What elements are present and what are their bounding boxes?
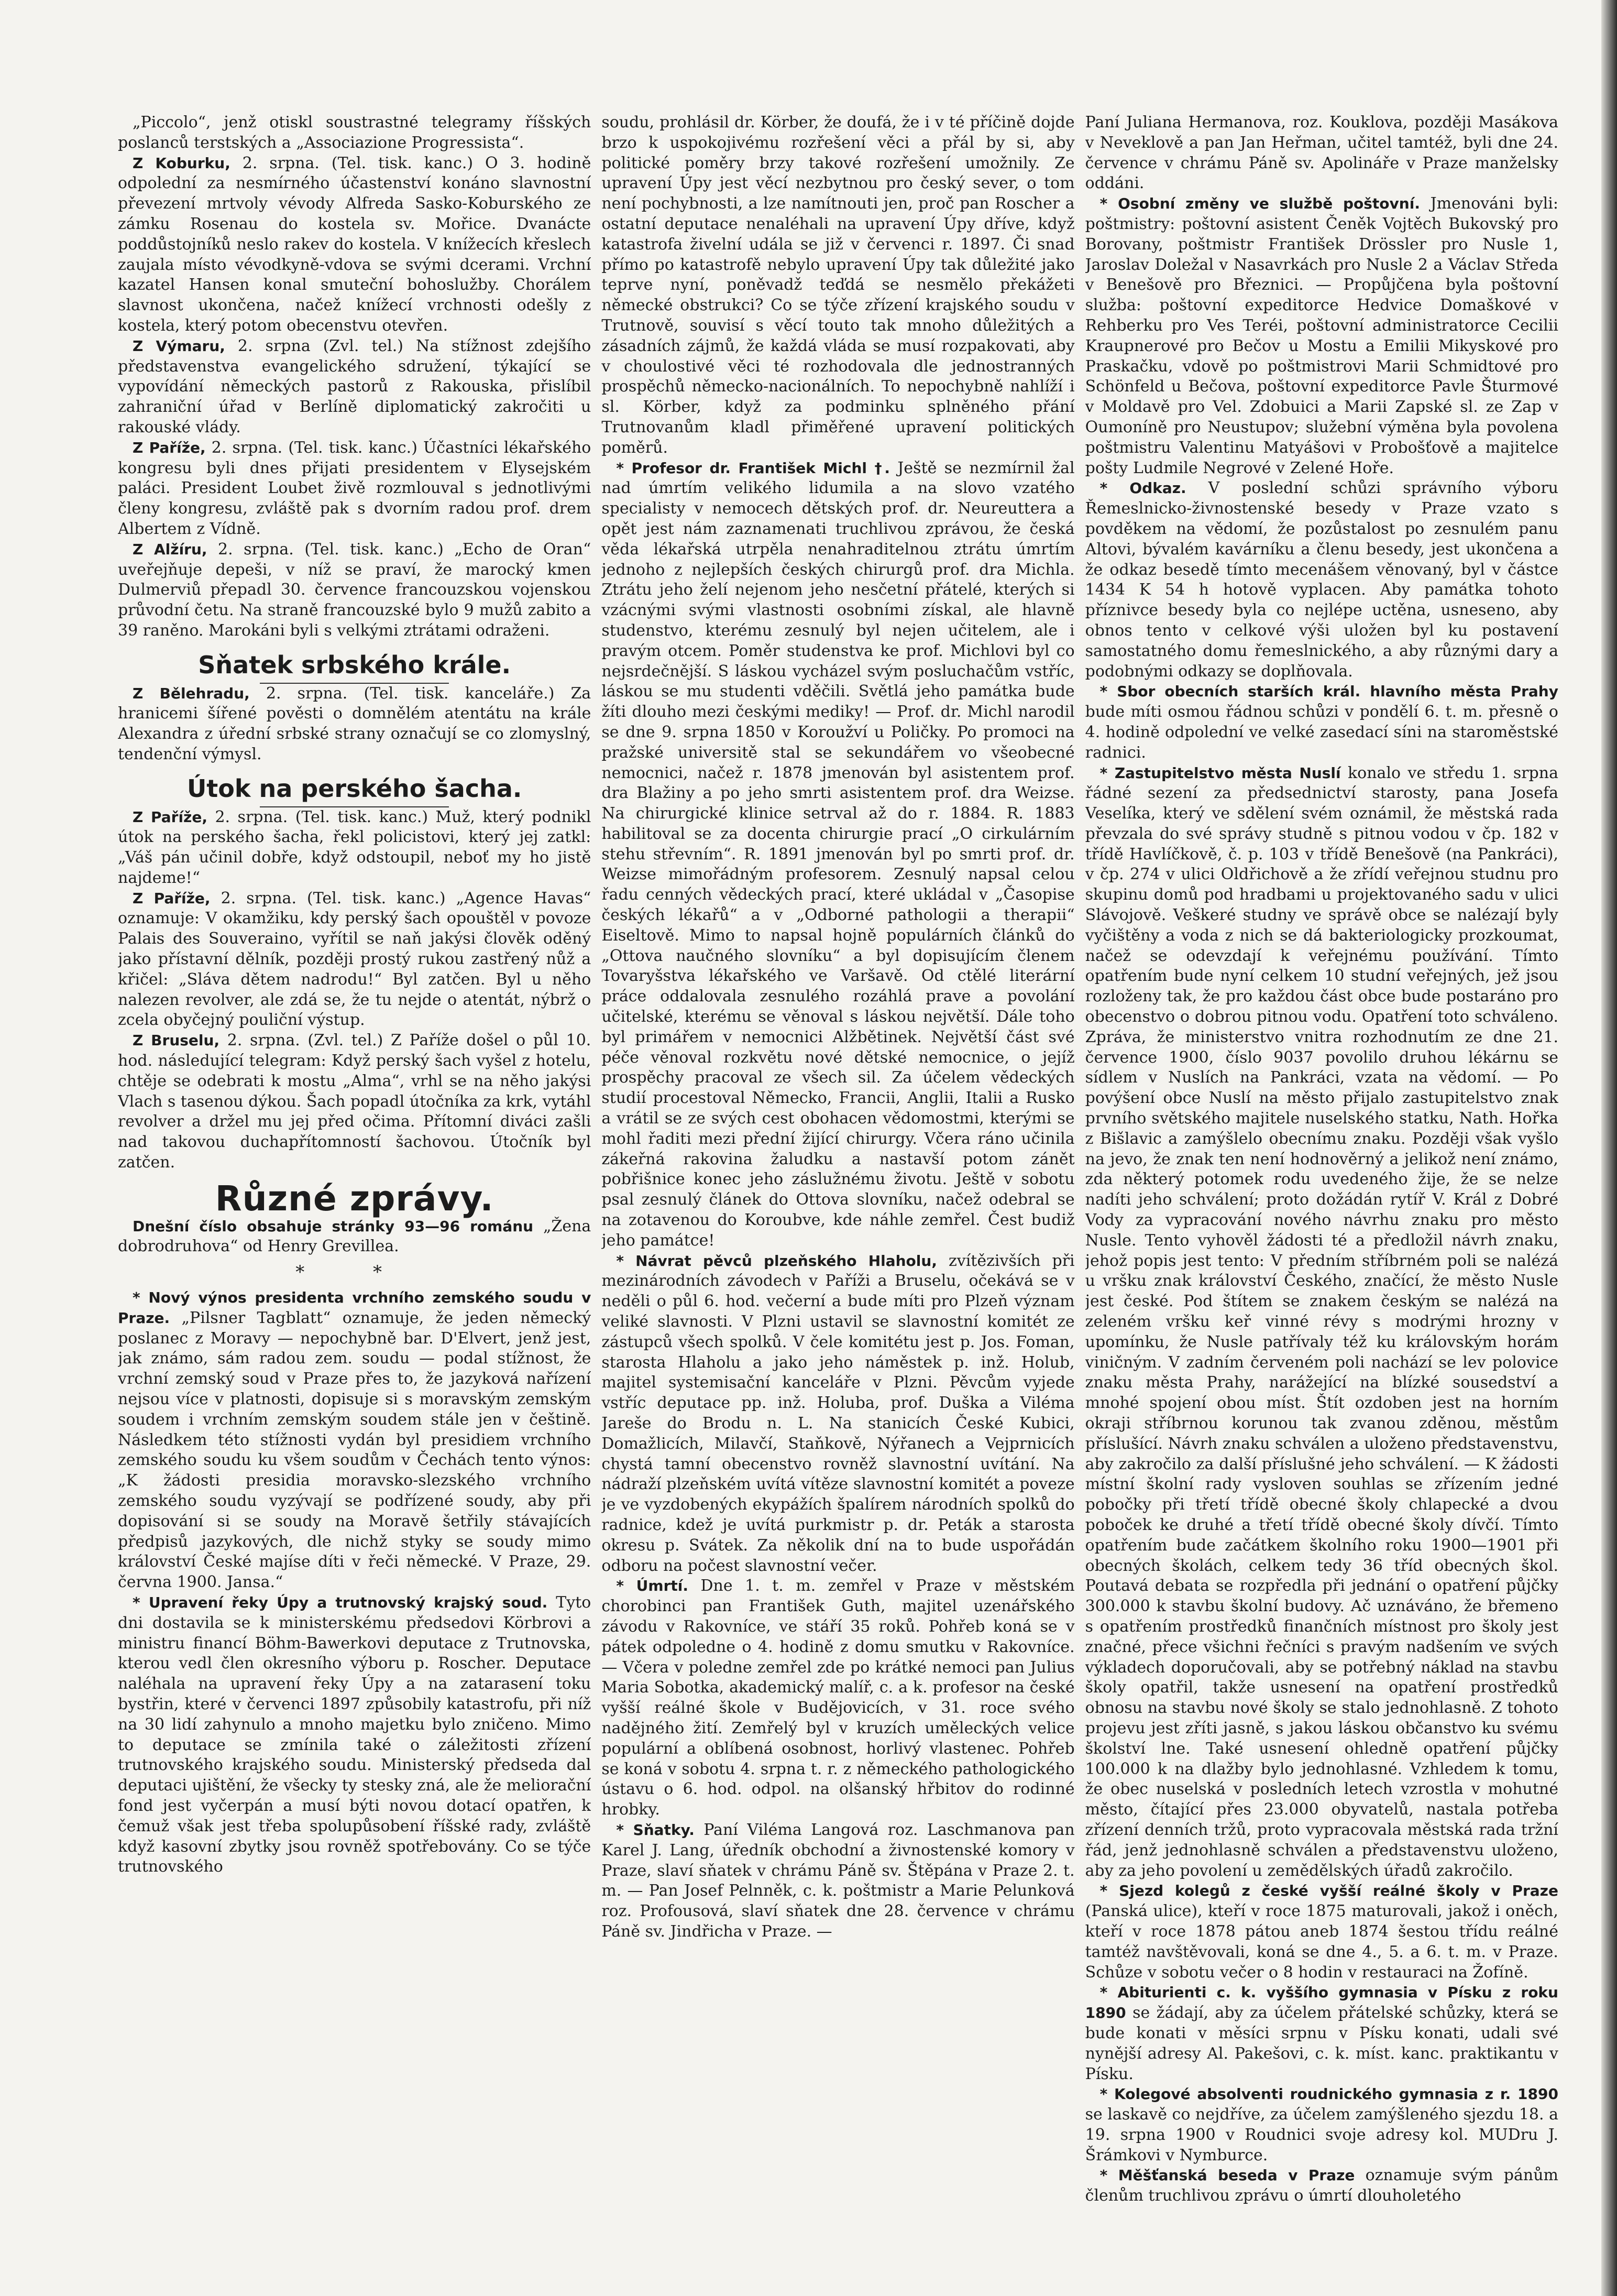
article-lead: Z Paříže, bbox=[133, 889, 211, 907]
article-paragraph bbox=[601, 113, 1074, 458]
article-paragraph bbox=[118, 684, 591, 765]
section-heading: Sňatek srbského krále. bbox=[198, 650, 511, 679]
article-lead: * Sbor obecních starších král. hlavního města Prahy bbox=[1099, 683, 1558, 701]
article-text: bude míti osmou řádnou schůzi v pondělí 6. t. m. přesně o 4. hodině odpolední ve velké zasedací síni na staroměstské radnici. bbox=[1085, 703, 1558, 762]
article-text: Paní Viléma Langová roz. Laschmanova pan Karel J. Lang, úředník obchodní a živnostenské komory v Praze, slaví sňatek v chrámu Páně sv. Štěpána v Praze 2. t. m. — Pan Josef Pelnněk, c. k. poštmistr a Marie Pelunková roz. Profousová, slaví sňatek dne 28. července v chrámu Páně sv. Jindřicha v Praze. — bbox=[601, 1820, 1075, 1941]
article-lead: Z Bělehradu, bbox=[133, 684, 250, 702]
article-paragraph bbox=[118, 1288, 591, 1593]
article-lead: Z Paříže, bbox=[133, 808, 207, 826]
article-lead: Z Alžíru, bbox=[133, 540, 207, 558]
article-lead: Z Koburku, bbox=[133, 154, 230, 172]
article-lead: * Kolegové absolventi roudnického gymnasia z r. 1890 bbox=[1099, 2085, 1558, 2103]
article-paragraph bbox=[118, 336, 591, 438]
section-heading: Různé zprávy. bbox=[215, 1178, 494, 1219]
article-text: „Žena dobrodruhova“ od Henry Grevillea. bbox=[118, 1217, 591, 1256]
article-paragraph bbox=[601, 1820, 1074, 1942]
article-text: „Pilsner Tagblatt“ oznamuje, že jeden německý poslanec z Moravy — nepochybně bar. D'Elvert, jenž jest, jak známo, sám radou zem. soudu — podal stížnost, že vrchní zemský soud v Praze přes to, že jazyková nařízení nejsou více v platnosti, dopisuje si s moravským zemským soudem i vrchním zemským soudem stále jen v češtině. Následkem této stížnosti vydán byl presidiem vrchního zemského soudu ku všem soudům v Čechách tento výnos: „K žádosti presidia moravsko-slezského vrchního zemského soudu vyzývají se podřízené soudy, aby při dopisování si se soudy na Moravě šetřily stávajících předpisů jazykových, dle nichž styky se soudy mimo království České majíse díti v řeči německé. V Praze, 29. června 1900. Jansa.“ bbox=[118, 1308, 591, 1592]
article-paragraph bbox=[1085, 1983, 1558, 2084]
article-text: Ještě se nezmírnil žal nad úmrtím velikého lidumila a na slovo vzatého specialisty v nemocech dětských prof. dr. Neureuttera a opět jest nám zaznamenati truchlivou zprávou, že česká věda lékařská utrpěla nenahraditelnou ztrátu úmrtím jednoho z nejlepších českých chirurgů prof. dra Michla. Ztrátu jeho želí nejenom jeho nesčetní přátelé, kterých si vzácnými svými vlastnosti osobními získal, ale hlavně studenstvo, kterému zesnulý byl nejen učitelem, ale i pravým otcem. Poměr studenstva ke prof. Michlovi byl co nejsrdečnější. S láskou vycházel svým posluchačům vstříc, láskou se mu studenti vděčili. Světlá jeho památka bude žíti dlouho mezi českými mediky! — Prof. dr. Michl narodil se dne 9. srpna 1850 v Koroužví u Poličky. Po promoci na pražské universitě stal se sekundářem vo všeobecné nemocnici, načež r. 1878 jmenován byl asistentem prof. dra Blažiny a po jeho smrti asistentem prof. dra Weizse. Na chirurgické klinice setrval až do r. 1884. R. 1883 habilitoval se za docenta chirurgie prací „O cirkulárním stehu střevním“. R. 1891 jmenován byl po smrti prof. dr. Weizse mimořádným profesorem. Zesnulý napsal celou řadu cenných vědeckých prací, které ukládal v „Časopise českých lékařů“ a v „Odborné pathologii a therapii“ Eiseltově. Mimo to napsal hojně populárních článků do „Ottova naučného slovníku“ a byl dopisujícím členem Tovaryšstva lékařského ve Varšavě. Od ctělé literární práce oddalovala zesnulého rozáhlá prave a povolání učitelské, kterému se věnoval s láskou největší. Dále toho byl primářem v nemocnici Alžbětinek. Největší část své péče věnoval rozkvětu nové dětské nemocnice, o jejíž prospěchy pracoval ze všech sil. Za účelem vědeckých studií procestoval Německo, Francii, Anglii, Italii a Rusko a vrátil se ze svých cest obohacen vědomostmi, kterými se mohl řaditi mezi přední žijící chirurgy. Včera ráno učinila zákeřná rakovina žaludku a nastavší potom zánět pobřišnice konec jeho záslužnému životu. Ještě v sobotu psal zesnulý článek do Ottova slovníku, načež odebral se na zotavenou do Koroubve, kde náhle zemřel. Čest budiž jeho památce! bbox=[601, 458, 1075, 1250]
article-text: 2. srpna. (Tel. tisk. kanc.) Muž, který podnikl útok na perského šacha, řekl policistovi, který jej zatkl: „Váš pán učinil dobře, když odstoupil, neboť my ho jistě najdeme!“ bbox=[118, 807, 591, 887]
article-paragraph bbox=[1085, 194, 1558, 478]
article-paragraph bbox=[1085, 1881, 1558, 1983]
article-lead: * Úmrtí. bbox=[616, 1577, 689, 1595]
page-edge-shadow bbox=[1601, 0, 1617, 2296]
article-paragraph bbox=[118, 807, 591, 889]
article-text: 2. srpna. (Tel. tisk. kanceláře.) Za hranicemi šířené pověsti o domnělém atentátu na krále Alexandra z úřední srbské strany označují se co zlomyslný, tendenční výmysl. bbox=[118, 684, 591, 763]
article-text: (Panská ulice), kteří v roce 1875 maturovali, jakož i oněch, kteří v roce 1878 pátou aneb 1874 šestou třídu reálné tamtéž navštěvovali, koná se dne 4., 5. a 6. t. m. v Praze. Schůze v sobotu večer o 8 hodin v restauraci na Žofíně. bbox=[1085, 1902, 1558, 1982]
article-lead: * Upravení řeky Úpy a trutnovský krajský soud. bbox=[133, 1593, 548, 1611]
article-text: 2. srpna. (Tel. tisk. kanc.) „Echo de Oran“ uveřejňuje depeši, v níž se praví, že marocký kmen Dulmerviů přepadl 30. července francouzskou vojenskou průvodní četu. Na straně francouzské bylo 9 mužů zabito a 39 raněno. Marokáni byli s velkými ztrátami odraženi. bbox=[118, 540, 591, 640]
article-paragraph bbox=[118, 438, 591, 540]
article-lead: * Zastupitelstvo města Nuslí bbox=[1099, 764, 1341, 782]
section-heading: Útok na perského šacha. bbox=[186, 774, 522, 803]
article-lead: Z Paříže, bbox=[133, 439, 206, 456]
article-text: 2. srpna. (Tel. tisk. kanc.) „Agence Havas“ oznamuje: V okamžiku, kdy perský šach opouštěl v povoze Palais des Souveraino, vyřítil se naň jakýsi člověk oděný jako přístavní dělník, později prostý rukou zastřený nůž a křičel: „Sláva dětem nadrodu!“ Byl zatčen. Byl u něho nalezen revolver, ale zdá se, že tu nejde o atentát, nýbrž o zcela obyčejný pouliční výstup. bbox=[118, 889, 591, 1030]
article-paragraph bbox=[118, 1031, 591, 1173]
article-text: Paní Juliana Hermanova, roz. Kouklova, později Masákova v Neveklově a pan Jan Heřman, učitel tamtéž, byli dne 24. července v chrámu Páně sv. Apolináře v Praze manželsky oddáni. bbox=[1085, 113, 1558, 193]
article-paragraph bbox=[118, 540, 591, 641]
column-3 bbox=[1085, 113, 1558, 2250]
article-text: 2. srpna (Zvl. tel.) Na stížnost zdejšího představenstva evangelického sdružení, týkající se vypovídání německých pastorů z Rakouska, přislíbil zahraniční úřad v Berlíně diplomatický zakročiti u rakouské vlády. bbox=[118, 336, 591, 436]
article-lead: * Nový výnos presidenta vrchního zemského soudu v Praze. bbox=[118, 1289, 591, 1327]
article-paragraph bbox=[1085, 113, 1558, 194]
article-lead: Z Bruselu, bbox=[133, 1032, 220, 1049]
article-text: 2. srpna. (Zvl. tel.) Z Paříže došel o půl 10. hod. následující telegram: Když perský šach vyšel z hotelu, chtěje se odebrati k mostu „Alma“, vrhl se na něho jakýsi Vlach s tasenou dýkou. Šach popadl útočníka za krk, vytáhl revolver a držel mu jej před očima. Přítomní diváci zašli nad takovou duchapřítomností šachovou. Útočník byl zatčen. bbox=[118, 1031, 591, 1172]
separator-stars: * * bbox=[295, 1262, 414, 1283]
article-text: se laskavě co nejdříve, za účelem zamýšleného sjezdu 18. a 19. srpna 1900 v Roudnici svoje adresy kol. MUDru J. Šrámkovi v Nymburce. bbox=[1085, 2105, 1558, 2164]
article-lead: * Odkaz. bbox=[1099, 479, 1186, 497]
article-lead: Dnešní číslo obsahuje stránky 93—96 románu bbox=[133, 1217, 534, 1235]
article-text: zvítězivších při mezinárodních závodech v Paříži a Bruselu, očekává se v neděli o půl 6. hod. večerní a bude míti pro Plzeň význam veliké slavnosti. V Plzni ustavil se slavnostní komitét ze zástupců všech spolků. V čele komitétu jest p. Jos. Foman, starosta Hlaholu a jako jeho náměstek p. inž. Holub, majitel systemisační kanceláře v Plzni. Pěvcům vyjede vstříc deputace pp. inž. Holuba, prof. Duška a Viléma Jareše do Brodu n. L. Na stanicích České Kubici, Domažlicích, Milavčí, Staňkově, Nýřanech a Vejprnicích chystá tamní obecenstvo rovněž slavnostní uvítání. Na nádraží plzeňském uvítá vítěze slavnostní komitét a poveze je ve vyzdobených ekypážích špalírem národních spolků do radnice, kdež je uvítá purkmistr p. dr. Peták a starosta okresu p. Svátek. Za několik dní na to bude uspořádán odboru na počest slavnostní večer. bbox=[601, 1251, 1075, 1575]
article-text: Tyto dni dostavila se k ministerskému předsedovi Körbrovi a ministru financí Böhm-Bawerkovi deputace z Trutnovska, kterou vedl člen okresního výboru p. Roscher. Deputace naléhala na upravení řeky Úpy a na zatarasení toku bystřin, které v červenci 1897 způsobily katastrofu, při níž na 30 lidí zahynulo a mnoho majetku bylo zničeno. Mimo to deputace se zmínila také o záležitosti zřízení trutnovského krajského soudu. Ministerský předseda dal deputaci ujištění, že všecky ty stesky zná, ale že meliorační fond jest vyčerpán a musí býti novou dotací opatřen, k čemuž však jest třeba spolupůsobení říšské rady, zvláště když kasovní zbytky jsou rovněž spotřebovány. Co se týče trutnovského bbox=[118, 1593, 591, 1876]
article-text: Jmenováni byli: poštmistry: poštovní asistent Čeněk Vojtěch Bukovský pro Borovany, poštmistr František Drössler pro Nusle 1, Jaroslav Doležal v Nasavrkách pro Nusle 2 a Václav Středa v Benešově pro Březnici. — Propůjčena byla poštovní služba: poštovní expeditorce Hedvice Domaškové v Rehberku pro Ves Teréi, poštovní administratorce Cecilii Kraupnerové pro Bečov u Mostu a Emilii Mikyskové pro Praskačku, vdově po poštmistrovi Marii Schmidtové pro Schönfeld u Bečova, poštovní expeditorce Pavle Šturmové v Moldavě pro Vel. Zdobuici a Marii Zapské sl. ze Zap v Oumoníně pro Neustupov; služební výměna byla povolena poštmistru Valentinu Matyášovi v Probošťově a majitelce pošty Ludmile Negrové v Zelené Hoře. bbox=[1085, 194, 1558, 477]
article-lead: * Osobní změny ve službě poštovní. bbox=[1099, 195, 1420, 213]
article-paragraph bbox=[601, 1251, 1074, 1577]
article-text: 2. srpna. (Tel. tisk. kanc.) Účastníci lékařského kongresu byli dnes přijati presidentem v Elysejském paláci. President Loubet živě rozmlouval s jednotlivými členy kongresu, zvláště pak s dvorním radou prof. drem Albertem z Vídně. bbox=[118, 438, 591, 538]
column-layout bbox=[118, 113, 1558, 2250]
article-lead: * Sňatky. bbox=[616, 1821, 695, 1839]
article-paragraph bbox=[1085, 2084, 1558, 2166]
article-paragraph bbox=[118, 1217, 591, 1258]
article-text: V poslední schůzi správního výboru Řemeslnicko-živnostenské besedy v Praze vzato s povděkem na vědomí, že pozůstalost po zesnulém panu Altovi, bývalém kavárníku a členu besedy, jest ukončena a že odkaz besedě tímto mecenášem věnovaný, byl v částce 1434 K 54 h hotově vyplacen. Aby památka tohoto příznivce besedy byla co nejlépe uctěna, usneseno, aby obnos tento v celkové výši uložen byl ku postavení samostatného domu řemeslnického, a aby různými dary a podobnými odkazy se doplňovala. bbox=[1085, 479, 1558, 681]
article-text: oznamuje svým pánům členům truchlivou zprávu o úmrtí dlouholetého bbox=[1085, 2166, 1558, 2205]
article-lead: * Návrat pěvců plzeňského Hlaholu, bbox=[616, 1252, 937, 1270]
article-lead: * Měšťanská beseda v Praze bbox=[1099, 2167, 1355, 2184]
column-2 bbox=[601, 113, 1074, 2250]
column-1 bbox=[118, 113, 591, 2250]
article-paragraph bbox=[1085, 763, 1558, 1882]
article-text: „Piccolo“, jenž otiskl soustrastné telegramy říšských poslanců terstských a „Associazione Progressista“. bbox=[118, 113, 591, 152]
article-paragraph bbox=[118, 113, 591, 154]
article-paragraph bbox=[118, 154, 591, 336]
article-text: se žádají, aby za účelem přátelské schůzky, která se bude konati v měsíci srpnu v Písku konati, udali své nynější adresy Al. Pakešovi, c. k. míst. kanc. praktikantu v Písku. bbox=[1085, 2004, 1558, 2083]
article-text: 2. srpna. (Tel. tisk. kanc.) O 3. hodině odpolední za nesmírného účastenství konáno slavnostní převezení mrtvoly vévody Alfreda Sasko-Koburského ze zámku Rosenau do kostela sv. Mořice. Dvanácte poddůstojníků neslo rakev do kostela. V knížecích křeslech zaujala místo vévodkyně-vdova se svými dcerami. Vrchní kazatel Hansen konal smuteční bohoslužby. Chorálem slavnost ukončena, načež knížecí vrchnosti odešly z kostela, který potom obecenstvu otevřen. bbox=[118, 154, 591, 335]
article-text: soudu, prohlásil dr. Körber, že doufá, že i v té příčině dojde brzo k uspokojivému rozřešení věci a přál by si, aby politické poměry brzy takové rozřešení umožnily. Ze upravení Úpy jest věcí nezbytnou pro český sever, o tom není pochybnosti, a lze namítnouti jen, proč pan Roscher a ostatní deputace nenaléhali na upravení Úpy dříve, když katastrofa živelní udála se již v červenci r. 1897. Či snad přímo po katastrofě nebylo upravení Úpy tak důležité jako teprve nyní, poněvadž teďdá se nesmělo překážeti německé obstrukci? Co se týče zřízení krajského soudu v Trutnově, souvisí s věcí touto tak mnoho důležitých a zásadních zájmů, že každá vláda se musí rozpakovati, aby v choulostivé věci té rozhodovala dle jednostranných prospěchů německo-nacionálních. To nepochybně nahlíží i sl. Körber, když za podminku splněného přání Trutnovanům kladl přiměřené upravení politických poměrů. bbox=[601, 113, 1075, 457]
article-text: Dne 1. t. m. zemřel v Praze v městském chorobinci pan František Guth, majitel uzenářského závodu v Rakovníce, ve stáří 35 roků. Pohřeb koná se v pátek odpoledne o 4. hodině z domu smutku v Rakovníce. — Včera v poledne zemřel zde po krátké nemoci pan Julius Maria Sobotka, akademický malíř, c. a k. profesor na české vyšší reálné škole v Budějovicích, v 31. roce svého nadějného žití. Zemřelý byl v kruzích uměleckých velice populární a oblíbená osobnost, horlivý vlastenec. Pohřeb se koná v sobotu 4. srpna t. r. z německého pathologického ústavu o 6. hod. odpol. na olšanský hřbitov do rodinné hrobky. bbox=[601, 1577, 1075, 1819]
article-lead: * Profesor dr. František Michl †. bbox=[616, 459, 890, 477]
article-paragraph bbox=[118, 889, 591, 1031]
article-paragraph bbox=[601, 458, 1074, 1251]
article-paragraph bbox=[1085, 478, 1558, 682]
article-lead: * Abiturienti c. k. vyššího gymnasia v Písku z roku 1890 bbox=[1085, 1984, 1558, 2022]
article-paragraph bbox=[601, 1576, 1074, 1820]
article-paragraph bbox=[1085, 682, 1558, 763]
article-lead: * Sjezd kolegů z české vyšší reálné školy v Praze bbox=[1099, 1882, 1558, 1900]
article-text: konalo ve středu 1. srpna řádné sezení za předsednictví starosty, pana Josefa Veselíka, který ve sdělení svém oznámil, že městská rada převzala do své správy studně s pitnou vodou v čp. 182 v třídě Havlíčkově, č. p. 103 v třídě Benešově (na Pankráci), v čp. 274 v ulici Oldřichově a že zřídí veřejnou studnu pro skupinu domů pod hradbami u projektovaného sadu v ulici Slávojově. Veškeré studny ve správě obce se nalézají byly vyčištěny a voda z nich se dá bakteriologicky prozkoumat, načež se odevzdají k veřejnému používání. Tímto opatřením bude nyní celkem 10 studní veřejných, jež jsou rozloženy tak, že pro každou část obce bude postaráno pro obecenstvo o dobrou pitnou vodu. Opatření toto schváleno. Zpráva, že ministerstvo vnitra rozhodnutím ze dne 21. července 1900, číslo 9037 povolilo druhou lékárnu se sídlem v Nuslích na Pankráci, vzata na vědomí. — Po povýšení obce Nuslí na město přijalo zastupitelstvo znak prvního světského majitele nuselského statku, Nath. Hořka z Bišlavic a zamýšlelo obecnímu znaku. Později však vyšlo na jevo, že znak ten není hodnověrný a jelikož není známo, zda některý potomek rodu uvedeného žije, že se nelze nadíti jeho schválení; proto dožádán rytíř V. Král z Dobré Vody za vypracování nového návrhu znaku pro město Nusle. Tento vyhověl žádosti té a předložil návrh znaku, jehož popis jest tento: V předním stříbrném poli se nalézá u vršku znak království Českého, značící, že město Nusle jest české. Pod štítem se znakem českým se nalézá na zeleném vršku keř vinné révy s modrými hrozny v upomínku, že Nusle patřívaly též ku královským horám viničným. V zadním červeném poli nachází se lev polovice znaku města Prahy, narážející na blízké sousedství a mnohé spojení obou míst. Štít ozdoben jest na horním okraji stříbrnou korunou tak zvanou zděnou, městům příslušící. Návrh znaku schválen a uloženo představenstvu, aby zakročilo za další příslušné jeho schválení. — K žádosti místní školní rady vysloven souhlas se zřízením jedné pobočky při třetí třídě obecné školy chlapecké a dvou poboček ke druhé a třetí třídě obecné školy dívčí. Tímto opatřením bude začátkem školního roku 1900—1901 při obecných školách, celkem tedy 36 tříd obecných škol. Poutavá debata se rozpředla při jednání o opatření půjčky 300.000 k stavbu školní budovy. Ač uznáváno, že břemeno s opatřením prostředků finančních místnost pro školy jest značné, přece všichni řečníci s pravým nadšením ve svých výkladech doporučovali, aby se potřebný náklad na stavbu školy opatřil, takže usnesení na opatření prostředků obnosu na stavbu nové školy se stalo jednohlasně. Z tohoto projevu jest zříti jasně, s jakou láskou občanstvo ku svému školství lne. Také usnesení ohledně opatření půjčky 100.000 k na dlažby bylo jednohlasné. Vzhledem k tomu, že obec nuselská v posledních letech vzrostla v mohutné město, čítající přes 23.000 obyvatelů, nastala potřeba zřízení denních tržů, proto vypracovala městská rada tržní řád, jenž jednohlasně schválen a představenstvu uloženo, aby za jeho povolení u zemědělských úřadů zakročilo. bbox=[1085, 763, 1558, 1880]
article-lead: Z Výmaru, bbox=[133, 337, 225, 355]
article-paragraph bbox=[118, 1593, 591, 1877]
article-paragraph bbox=[1085, 2166, 1558, 2206]
